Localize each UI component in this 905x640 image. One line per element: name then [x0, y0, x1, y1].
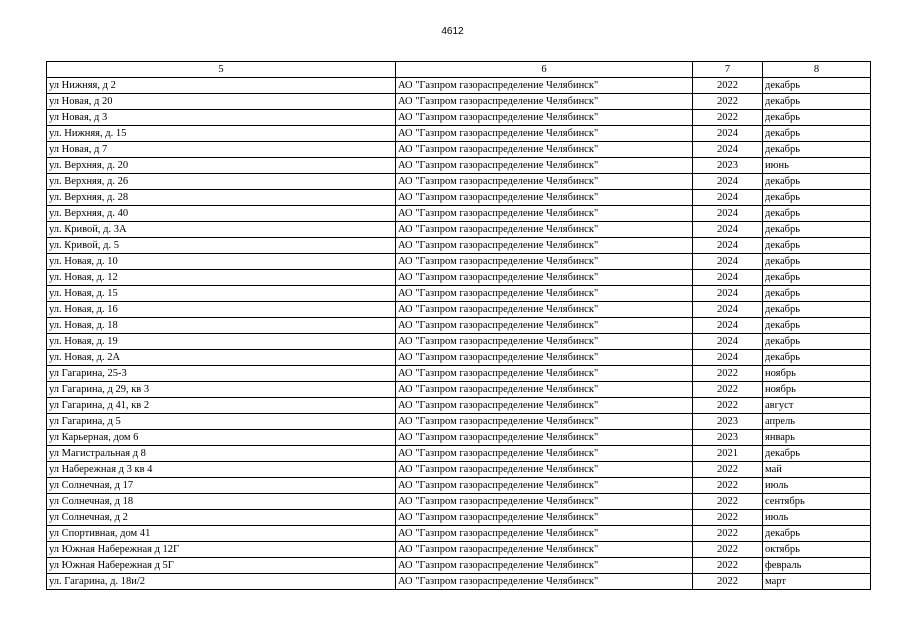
- year-cell: 2024: [693, 174, 763, 190]
- table-row: [47, 574, 871, 590]
- month-cell: декабрь: [763, 334, 871, 350]
- table-row: [47, 446, 871, 462]
- address-cell: ул Гагарина, д 41, кв 2: [47, 398, 396, 414]
- schedule-table: [46, 61, 871, 590]
- month-cell: декабрь: [763, 318, 871, 334]
- year-cell: 2022: [693, 110, 763, 126]
- address-cell: ул Солнечная, д 2: [47, 510, 396, 526]
- table-row: [47, 222, 871, 238]
- table-row: [47, 510, 871, 526]
- month-cell: декабрь: [763, 174, 871, 190]
- year-cell: 2024: [693, 270, 763, 286]
- month-cell: декабрь: [763, 350, 871, 366]
- month-cell: декабрь: [763, 110, 871, 126]
- address-cell: ул. Верхняя, д. 26: [47, 174, 396, 190]
- month-cell: декабрь: [763, 142, 871, 158]
- month-cell: декабрь: [763, 94, 871, 110]
- table-row: [47, 462, 871, 478]
- month-cell: август: [763, 398, 871, 414]
- table-row: [47, 414, 871, 430]
- month-cell: февраль: [763, 558, 871, 574]
- organization-cell: АО "Газпром газораспределение Челябинск": [396, 270, 693, 286]
- organization-cell: АО "Газпром газораспределение Челябинск": [396, 190, 693, 206]
- organization-cell: АО "Газпром газораспределение Челябинск": [396, 142, 693, 158]
- organization-cell: АО "Газпром газораспределение Челябинск": [396, 526, 693, 542]
- organization-cell: АО "Газпром газораспределение Челябинск": [396, 158, 693, 174]
- month-cell: март: [763, 574, 871, 590]
- table-row: [47, 286, 871, 302]
- column-header-5: 5: [47, 62, 396, 78]
- address-cell: ул. Новая, д. 12: [47, 270, 396, 286]
- organization-cell: АО "Газпром газораспределение Челябинск": [396, 446, 693, 462]
- table-row: [47, 254, 871, 270]
- table-row: [47, 174, 871, 190]
- organization-cell: АО "Газпром газораспределение Челябинск": [396, 494, 693, 510]
- year-cell: 2024: [693, 286, 763, 302]
- address-cell: ул. Верхняя, д. 40: [47, 206, 396, 222]
- table-row: [47, 142, 871, 158]
- table-row: [47, 350, 871, 366]
- address-cell: ул Южная Набережная д 5Г: [47, 558, 396, 574]
- address-cell: ул. Гагарина, д. 18и/2: [47, 574, 396, 590]
- table-row: [47, 398, 871, 414]
- year-cell: 2023: [693, 430, 763, 446]
- year-cell: 2022: [693, 398, 763, 414]
- month-cell: декабрь: [763, 270, 871, 286]
- organization-cell: АО "Газпром газораспределение Челябинск": [396, 302, 693, 318]
- organization-cell: АО "Газпром газораспределение Челябинск": [396, 126, 693, 142]
- year-cell: 2022: [693, 366, 763, 382]
- organization-cell: АО "Газпром газораспределение Челябинск": [396, 206, 693, 222]
- month-cell: январь: [763, 430, 871, 446]
- organization-cell: АО "Газпром газораспределение Челябинск": [396, 574, 693, 590]
- address-cell: ул. Нижняя, д. 15: [47, 126, 396, 142]
- month-cell: ноябрь: [763, 366, 871, 382]
- table-row: [47, 270, 871, 286]
- year-cell: 2024: [693, 190, 763, 206]
- table-row: [47, 238, 871, 254]
- table-body: [47, 78, 871, 590]
- month-cell: декабрь: [763, 526, 871, 542]
- address-cell: ул Гагарина, 25-3: [47, 366, 396, 382]
- address-cell: ул Новая, д 7: [47, 142, 396, 158]
- month-cell: июль: [763, 478, 871, 494]
- year-cell: 2022: [693, 478, 763, 494]
- address-cell: ул. Новая, д. 16: [47, 302, 396, 318]
- organization-cell: АО "Газпром газораспределение Челябинск": [396, 510, 693, 526]
- year-cell: 2024: [693, 302, 763, 318]
- table-row: [47, 382, 871, 398]
- address-cell: ул Южная Набережная д 12Г: [47, 542, 396, 558]
- year-cell: 2024: [693, 318, 763, 334]
- address-cell: ул. Кривой, д. 3А: [47, 222, 396, 238]
- organization-cell: АО "Газпром газораспределение Челябинск": [396, 558, 693, 574]
- year-cell: 2024: [693, 222, 763, 238]
- month-cell: ноябрь: [763, 382, 871, 398]
- month-cell: октябрь: [763, 542, 871, 558]
- month-cell: декабрь: [763, 222, 871, 238]
- organization-cell: АО "Газпром газораспределение Челябинск": [396, 398, 693, 414]
- organization-cell: АО "Газпром газораспределение Челябинск": [396, 78, 693, 94]
- table-row: [47, 110, 871, 126]
- month-cell: май: [763, 462, 871, 478]
- year-cell: 2022: [693, 382, 763, 398]
- year-cell: 2022: [693, 574, 763, 590]
- year-cell: 2022: [693, 542, 763, 558]
- column-header-8: 8: [763, 62, 871, 78]
- organization-cell: АО "Газпром газораспределение Челябинск": [396, 414, 693, 430]
- table-row: [47, 558, 871, 574]
- table-row: [47, 526, 871, 542]
- address-cell: ул. Новая, д. 10: [47, 254, 396, 270]
- table-row: [47, 542, 871, 558]
- year-cell: 2023: [693, 414, 763, 430]
- year-cell: 2024: [693, 206, 763, 222]
- table-row: [47, 334, 871, 350]
- organization-cell: АО "Газпром газораспределение Челябинск": [396, 174, 693, 190]
- table-row: [47, 478, 871, 494]
- column-header-6: 6: [396, 62, 693, 78]
- month-cell: декабрь: [763, 78, 871, 94]
- year-cell: 2022: [693, 94, 763, 110]
- address-cell: ул Гагарина, д 29, кв 3: [47, 382, 396, 398]
- table-row: [47, 318, 871, 334]
- organization-cell: АО "Газпром газораспределение Челябинск": [396, 334, 693, 350]
- table-row: [47, 94, 871, 110]
- table-row: [47, 206, 871, 222]
- organization-cell: АО "Газпром газораспределение Челябинск": [396, 430, 693, 446]
- organization-cell: АО "Газпром газораспределение Челябинск": [396, 254, 693, 270]
- month-cell: декабрь: [763, 254, 871, 270]
- month-cell: декабрь: [763, 286, 871, 302]
- year-cell: 2024: [693, 126, 763, 142]
- year-cell: 2024: [693, 142, 763, 158]
- year-cell: 2024: [693, 350, 763, 366]
- year-cell: 2022: [693, 510, 763, 526]
- year-cell: 2022: [693, 526, 763, 542]
- organization-cell: АО "Газпром газораспределение Челябинск": [396, 382, 693, 398]
- year-cell: 2023: [693, 158, 763, 174]
- organization-cell: АО "Газпром газораспределение Челябинск": [396, 110, 693, 126]
- organization-cell: АО "Газпром газораспределение Челябинск": [396, 286, 693, 302]
- address-cell: ул Новая, д 3: [47, 110, 396, 126]
- year-cell: 2022: [693, 494, 763, 510]
- month-cell: июнь: [763, 158, 871, 174]
- year-cell: 2021: [693, 446, 763, 462]
- address-cell: ул. Верхняя, д. 20: [47, 158, 396, 174]
- year-cell: 2024: [693, 254, 763, 270]
- column-header-7: 7: [693, 62, 763, 78]
- address-cell: ул. Новая, д. 2А: [47, 350, 396, 366]
- year-cell: 2022: [693, 78, 763, 94]
- address-cell: ул. Кривой, д. 5: [47, 238, 396, 254]
- organization-cell: АО "Газпром газораспределение Челябинск": [396, 366, 693, 382]
- month-cell: сентябрь: [763, 494, 871, 510]
- organization-cell: АО "Газпром газораспределение Челябинск": [396, 350, 693, 366]
- year-cell: 2024: [693, 334, 763, 350]
- table-row: [47, 158, 871, 174]
- table-row: [47, 78, 871, 94]
- table-row: [47, 126, 871, 142]
- table-row: [47, 366, 871, 382]
- organization-cell: АО "Газпром газораспределение Челябинск": [396, 222, 693, 238]
- address-cell: ул Спортивная, дом 41: [47, 526, 396, 542]
- month-cell: апрель: [763, 414, 871, 430]
- month-cell: декабрь: [763, 302, 871, 318]
- address-cell: ул. Новая, д. 19: [47, 334, 396, 350]
- address-cell: ул Новая, д 20: [47, 94, 396, 110]
- month-cell: июль: [763, 510, 871, 526]
- address-cell: ул. Новая, д. 18: [47, 318, 396, 334]
- organization-cell: АО "Газпром газораспределение Челябинск": [396, 542, 693, 558]
- table-row: [47, 190, 871, 206]
- month-cell: декабрь: [763, 446, 871, 462]
- address-cell: ул Набережная д 3 кв 4: [47, 462, 396, 478]
- table-row: [47, 302, 871, 318]
- table-row: [47, 494, 871, 510]
- organization-cell: АО "Газпром газораспределение Челябинск": [396, 238, 693, 254]
- year-cell: 2024: [693, 238, 763, 254]
- address-cell: ул. Новая, д. 15: [47, 286, 396, 302]
- address-cell: ул Карьерная, дом 6: [47, 430, 396, 446]
- table-row: [47, 430, 871, 446]
- address-cell: ул. Верхняя, д. 28: [47, 190, 396, 206]
- address-cell: ул Солнечная, д 18: [47, 494, 396, 510]
- month-cell: декабрь: [763, 206, 871, 222]
- address-cell: ул Солнечная, д 17: [47, 478, 396, 494]
- month-cell: декабрь: [763, 190, 871, 206]
- year-cell: 2022: [693, 462, 763, 478]
- address-cell: ул Нижняя, д 2: [47, 78, 396, 94]
- address-cell: ул Магистральная д 8: [47, 446, 396, 462]
- address-cell: ул Гагарина, д 5: [47, 414, 396, 430]
- month-cell: декабрь: [763, 238, 871, 254]
- year-cell: 2022: [693, 558, 763, 574]
- organization-cell: АО "Газпром газораспределение Челябинск": [396, 318, 693, 334]
- organization-cell: АО "Газпром газораспределение Челябинск": [396, 462, 693, 478]
- page-number: 4612: [441, 26, 464, 37]
- month-cell: декабрь: [763, 126, 871, 142]
- header-row: [47, 62, 871, 78]
- organization-cell: АО "Газпром газораспределение Челябинск": [396, 94, 693, 110]
- organization-cell: АО "Газпром газораспределение Челябинск": [396, 478, 693, 494]
